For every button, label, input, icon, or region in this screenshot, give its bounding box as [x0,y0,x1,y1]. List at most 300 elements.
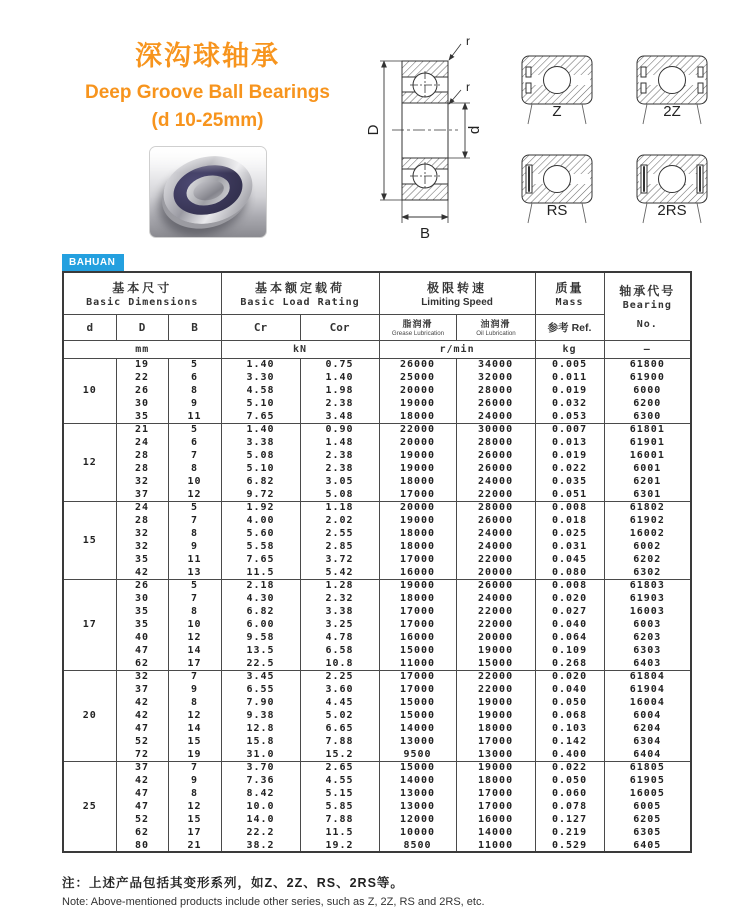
cell-D: 32 [116,527,168,540]
unit-dash: – [604,340,691,358]
cell-B: 14 [168,722,221,735]
cell-B: 13 [168,566,221,579]
cell-grease-speed: 19000 [379,449,456,462]
cell-cor: 2.65 [300,761,379,774]
bearing-photo [149,146,267,238]
cell-bearing-no: 16002 [604,527,691,540]
cell-cr: 3.70 [221,761,300,774]
cell-mass: 0.008 [535,501,604,514]
table-row [63,540,691,553]
table-body [63,358,691,852]
cell-mass: 0.040 [535,618,604,631]
cell-cr: 38.2 [221,839,300,852]
cell-B: 9 [168,540,221,553]
note-en: Note: Above-mentioned products include other series, such as Z, 2Z, RS and 2RS, etc. [62,896,485,908]
cell-oil-speed: 22000 [456,488,535,501]
cell-D: 26 [116,384,168,397]
cell-B: 5 [168,501,221,514]
cell-mass: 0.005 [535,358,604,371]
cell-cor: 7.88 [300,813,379,826]
cell-cr: 5.60 [221,527,300,540]
dim-label-chamfer-1: r [466,34,470,48]
cell-cor: 15.2 [300,748,379,761]
cell-oil-speed: 19000 [456,696,535,709]
cell-mass: 0.219 [535,826,604,839]
cell-D: 37 [116,761,168,774]
cell-oil-speed: 28000 [456,501,535,514]
cell-D: 42 [116,709,168,722]
cell-oil-speed: 26000 [456,579,535,592]
cell-cr: 15.8 [221,735,300,748]
cell-grease-speed: 20000 [379,436,456,449]
cell-cr: 2.18 [221,579,300,592]
unit-rpm: r/min [379,340,535,358]
cell-mass: 0.022 [535,761,604,774]
cell-bore-d: 20 [63,670,116,761]
cell-mass: 0.064 [535,631,604,644]
cell-mass: 0.078 [535,800,604,813]
cell-bearing-no: 6405 [604,839,691,852]
cell-grease-speed: 18000 [379,527,456,540]
cell-mass: 0.022 [535,462,604,475]
cell-bearing-no: 61903 [604,592,691,605]
cell-cr: 9.58 [221,631,300,644]
cell-D: 47 [116,800,168,813]
cell-D: 32 [116,670,168,683]
col-d: d [63,314,116,340]
main-section-drawing [380,44,470,223]
cell-grease-speed: 26000 [379,358,456,371]
cell-grease-speed: 17000 [379,553,456,566]
cell-bearing-no: 6202 [604,553,691,566]
cell-cr: 31.0 [221,748,300,761]
cell-D: 32 [116,475,168,488]
intro-block [55,30,360,248]
cell-D: 19 [116,358,168,371]
table-row [63,501,691,514]
cell-bearing-no: 6403 [604,657,691,670]
table-row [63,423,691,436]
table-row [63,358,691,371]
cell-cor: 2.38 [300,397,379,410]
cell-grease-speed: 18000 [379,475,456,488]
cell-bore-d: 15 [63,501,116,579]
cell-mass: 0.032 [535,397,604,410]
table-row [63,605,691,618]
cell-cr: 12.8 [221,722,300,735]
table-row [63,670,691,683]
dim-label-width: B [419,225,431,242]
cell-cor: 2.38 [300,462,379,475]
cell-B: 10 [168,475,221,488]
cell-cor: 1.28 [300,579,379,592]
cell-B: 17 [168,657,221,670]
cell-bearing-no: 16003 [604,605,691,618]
cell-mass: 0.008 [535,579,604,592]
dim-label-bore: d [466,125,483,135]
cell-cr: 22.2 [221,826,300,839]
cell-mass: 0.007 [535,423,604,436]
cell-oil-speed: 26000 [456,397,535,410]
cell-B: 5 [168,579,221,592]
cell-grease-speed: 8500 [379,839,456,852]
col-cr: Cr [221,314,300,340]
variant-label-2rs: 2RS [657,202,687,219]
bearing-outer-ring [156,147,259,233]
cell-oil-speed: 28000 [456,384,535,397]
cell-B: 12 [168,709,221,722]
cell-cr: 8.42 [221,787,300,800]
cell-bore-d: 17 [63,579,116,670]
cell-mass: 0.053 [535,410,604,423]
cell-B: 12 [168,488,221,501]
cell-B: 5 [168,423,221,436]
cell-bearing-no: 6001 [604,462,691,475]
cell-mass: 0.020 [535,592,604,605]
cell-mass: 0.109 [535,644,604,657]
cell-cr: 4.30 [221,592,300,605]
cell-mass: 0.050 [535,696,604,709]
table-row [63,384,691,397]
cell-cr: 9.72 [221,488,300,501]
cell-D: 35 [116,410,168,423]
cell-D: 24 [116,501,168,514]
cell-bearing-no: 6303 [604,644,691,657]
cell-oil-speed: 22000 [456,683,535,696]
cell-B: 8 [168,787,221,800]
cell-cr: 14.0 [221,813,300,826]
cell-oil-speed: 11000 [456,839,535,852]
cell-grease-speed: 15000 [379,709,456,722]
cell-bearing-no: 61804 [604,670,691,683]
cell-cor: 5.02 [300,709,379,722]
cell-B: 10 [168,618,221,631]
cell-oil-speed: 20000 [456,631,535,644]
cell-grease-speed: 20000 [379,384,456,397]
cell-mass: 0.050 [535,774,604,787]
cell-cor: 2.85 [300,540,379,553]
cell-D: 28 [116,462,168,475]
cell-D: 42 [116,566,168,579]
bearing-seal [168,158,248,222]
cell-cor: 1.18 [300,501,379,514]
cell-B: 6 [168,371,221,384]
variant-label-rs: RS [546,202,568,219]
page-title-cn: 深沟球轴承 [135,41,280,71]
cell-B: 7 [168,592,221,605]
cell-oil-speed: 22000 [456,670,535,683]
cell-mass: 0.080 [535,566,604,579]
table-row [63,410,691,423]
cell-cor: 5.42 [300,566,379,579]
cell-oil-speed: 24000 [456,410,535,423]
cell-bearing-no: 16004 [604,696,691,709]
cell-bearing-no: 6002 [604,540,691,553]
cell-cor: 3.38 [300,605,379,618]
table-row [63,774,691,787]
col-ref: 参考 Ref. [535,314,604,340]
cell-cor: 0.75 [300,358,379,371]
cell-oil-speed: 13000 [456,748,535,761]
cell-D: 37 [116,683,168,696]
cell-D: 21 [116,423,168,436]
cell-oil-speed: 24000 [456,540,535,553]
cell-mass: 0.142 [535,735,604,748]
bearing-cross-section-drawing [362,30,747,248]
cell-grease-speed: 22000 [379,423,456,436]
cell-cor: 11.5 [300,826,379,839]
cell-oil-speed: 22000 [456,618,535,631]
table-row [63,436,691,449]
table-row [63,722,691,735]
cell-D: 47 [116,722,168,735]
cell-oil-speed: 18000 [456,774,535,787]
cell-B: 7 [168,761,221,774]
cell-bearing-no: 6302 [604,566,691,579]
cell-mass: 0.025 [535,527,604,540]
cell-grease-speed: 17000 [379,605,456,618]
cell-oil-speed: 20000 [456,566,535,579]
cell-bearing-no: 61800 [604,358,691,371]
cell-cor: 19.2 [300,839,379,852]
cell-mass: 0.060 [535,787,604,800]
cell-cr: 5.08 [221,449,300,462]
bearing-bore [190,177,225,203]
cell-bearing-no: 6201 [604,475,691,488]
cell-cr: 1.92 [221,501,300,514]
cell-D: 52 [116,735,168,748]
cell-grease-speed: 15000 [379,696,456,709]
cell-cr: 7.65 [221,410,300,423]
cell-D: 42 [116,696,168,709]
table-row [63,696,691,709]
table-row [63,397,691,410]
cell-mass: 0.127 [535,813,604,826]
cell-cor: 3.72 [300,553,379,566]
cell-cr: 13.5 [221,644,300,657]
cell-mass: 0.018 [535,514,604,527]
cell-oil-speed: 30000 [456,423,535,436]
col-oil: 油润滑 Oil Lubrication [456,314,535,340]
cell-cor: 1.48 [300,436,379,449]
table-row [63,371,691,384]
cell-mass: 0.051 [535,488,604,501]
cell-B: 11 [168,553,221,566]
cell-D: 35 [116,618,168,631]
cell-mass: 0.020 [535,670,604,683]
cell-grease-speed: 18000 [379,540,456,553]
technical-drawings [362,30,747,248]
cell-grease-speed: 17000 [379,618,456,631]
cell-bearing-no: 61905 [604,774,691,787]
cell-B: 19 [168,748,221,761]
cell-oil-speed: 17000 [456,787,535,800]
table-row [63,657,691,670]
cell-cor: 3.48 [300,410,379,423]
col-B: B [168,314,221,340]
table-row [63,514,691,527]
cell-cr: 11.5 [221,566,300,579]
cell-bearing-no: 16001 [604,449,691,462]
cell-oil-speed: 17000 [456,800,535,813]
cell-grease-speed: 19000 [379,579,456,592]
cell-grease-speed: 13000 [379,787,456,800]
table-row [63,566,691,579]
cell-cor: 2.02 [300,514,379,527]
cell-oil-speed: 24000 [456,592,535,605]
cell-grease-speed: 14000 [379,774,456,787]
cell-grease-speed: 15000 [379,644,456,657]
brand-tab: BAHUAN [62,254,124,271]
cell-bearing-no: 61805 [604,761,691,774]
cell-oil-speed: 19000 [456,709,535,722]
cell-oil-speed: 19000 [456,761,535,774]
cell-B: 12 [168,631,221,644]
cell-B: 7 [168,449,221,462]
cell-D: 80 [116,839,168,852]
cell-B: 8 [168,605,221,618]
cell-cr: 3.30 [221,371,300,384]
cell-grease-speed: 25000 [379,371,456,384]
cell-D: 30 [116,397,168,410]
cell-bore-d: 25 [63,761,116,852]
cell-D: 35 [116,553,168,566]
cell-mass: 0.103 [535,722,604,735]
table-section [62,252,690,853]
table-row [63,813,691,826]
bearings-table [62,271,692,853]
cell-D: 62 [116,657,168,670]
cell-bearing-no: 6003 [604,618,691,631]
cell-D: 52 [116,813,168,826]
table-row [63,735,691,748]
cell-bearing-no: 61900 [604,371,691,384]
cell-B: 15 [168,735,221,748]
cell-cr: 7.65 [221,553,300,566]
cell-B: 9 [168,683,221,696]
cell-B: 8 [168,696,221,709]
table-row [63,488,691,501]
cell-grease-speed: 11000 [379,657,456,670]
table-row [63,683,691,696]
cell-D: 32 [116,540,168,553]
table-row [63,592,691,605]
cell-mass: 0.013 [535,436,604,449]
unit-kg: kg [535,340,604,358]
cell-cor: 5.08 [300,488,379,501]
cell-B: 8 [168,462,221,475]
bearing-inner-ring [183,171,233,210]
cell-grease-speed: 16000 [379,566,456,579]
header-basic-load-rating: 基本额定载荷 Basic Load Rating [221,272,379,314]
cell-cor: 2.55 [300,527,379,540]
cell-oil-speed: 32000 [456,371,535,384]
table-row [63,787,691,800]
table-row [63,449,691,462]
cell-B: 7 [168,670,221,683]
cell-mass: 0.019 [535,449,604,462]
cell-grease-speed: 17000 [379,683,456,696]
cell-bearing-no: 6205 [604,813,691,826]
cell-B: 11 [168,410,221,423]
cell-mass: 0.011 [535,371,604,384]
cell-cor: 10.8 [300,657,379,670]
cell-cor: 0.90 [300,423,379,436]
cell-oil-speed: 26000 [456,462,535,475]
cell-grease-speed: 19000 [379,514,456,527]
cell-D: 28 [116,514,168,527]
cell-cr: 4.58 [221,384,300,397]
cell-bearing-no: 6300 [604,410,691,423]
cell-bearing-no: 6404 [604,748,691,761]
table-row [63,709,691,722]
cell-bearing-no: 16005 [604,787,691,800]
cell-mass: 0.019 [535,384,604,397]
cell-cr: 5.10 [221,397,300,410]
cell-cor: 3.05 [300,475,379,488]
dim-label-chamfer-2: r [466,80,470,94]
cell-bearing-no: 6301 [604,488,691,501]
table-row [63,553,691,566]
cell-cor: 3.60 [300,683,379,696]
dim-label-outer-diameter: D [365,124,382,136]
cell-B: 14 [168,644,221,657]
cell-bearing-no: 6305 [604,826,691,839]
cell-oil-speed: 26000 [456,449,535,462]
table-row [63,462,691,475]
table-row [63,761,691,774]
cell-bearing-no: 6000 [604,384,691,397]
cell-mass: 0.268 [535,657,604,670]
cell-oil-speed: 14000 [456,826,535,839]
cell-cor: 1.40 [300,371,379,384]
cell-mass: 0.068 [535,709,604,722]
cell-grease-speed: 18000 [379,592,456,605]
cell-grease-speed: 17000 [379,488,456,501]
cell-bore-d: 10 [63,358,116,423]
cell-B: 8 [168,527,221,540]
cell-cr: 5.58 [221,540,300,553]
cell-D: 37 [116,488,168,501]
cell-oil-speed: 28000 [456,436,535,449]
cell-D: 62 [116,826,168,839]
table-row [63,475,691,488]
col-D: D [116,314,168,340]
cell-grease-speed: 18000 [379,410,456,423]
cell-D: 47 [116,787,168,800]
cell-B: 21 [168,839,221,852]
cell-oil-speed: 19000 [456,644,535,657]
table-row [63,644,691,657]
cell-D: 47 [116,644,168,657]
table-row [63,618,691,631]
cell-mass: 0.529 [535,839,604,852]
cell-bearing-no: 6304 [604,735,691,748]
cell-oil-speed: 24000 [456,475,535,488]
cell-cr: 6.82 [221,475,300,488]
table-row [63,800,691,813]
unit-kn: kN [221,340,379,358]
header-mass: 质量 Mass [535,272,604,314]
cell-D: 42 [116,774,168,787]
cell-B: 9 [168,397,221,410]
cell-D: 30 [116,592,168,605]
cell-cr: 4.00 [221,514,300,527]
cell-mass: 0.027 [535,605,604,618]
cell-grease-speed: 12000 [379,813,456,826]
page-title-en: Deep Groove Ball Bearings [85,82,330,103]
cell-B: 6 [168,436,221,449]
